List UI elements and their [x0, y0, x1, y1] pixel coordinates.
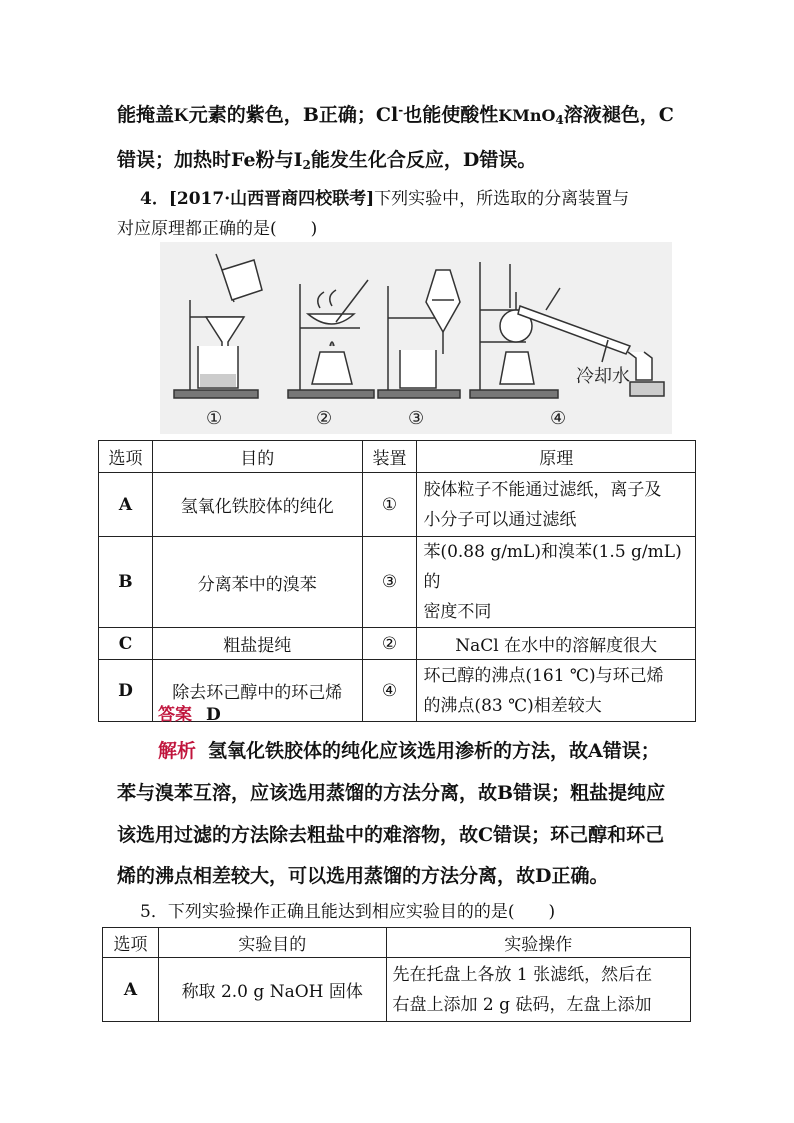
analysis-line-4: 烯的沸点相差较大，可以选用蒸馏的方法分离，故D正确。 — [117, 865, 609, 887]
device-cell: ④ — [362, 660, 417, 722]
purpose-cell: 除去环己醇中的环己烯 — [152, 660, 362, 722]
analysis-line-2: 苯与溴苯互溶，应该选用蒸馏的方法分离，故B错误；粗盐提纯应 — [117, 782, 666, 804]
question-4-stem: 4．[2017·山西晋商四校联考]下列实验中，所选取的分离装置与 — [140, 189, 630, 209]
option-cell: D — [99, 660, 153, 722]
separation-apparatus-figure — [160, 242, 672, 434]
header-device: 装置 — [362, 441, 417, 473]
principle-cell: 苯(0.88 g/mL)和溴苯(1.5 g/mL)的 密度不同 — [417, 537, 696, 628]
table-header-row — [99, 441, 696, 473]
header-principle: 原理 — [417, 441, 696, 473]
analysis-line-1: 解析 氢氧化铁胶体的纯化应该选用渗析的方法，故A错误； — [158, 740, 660, 762]
header-operation: 实验操作 — [386, 928, 690, 958]
operation-cell: 先在托盘上各放 1 张滤纸，然后在 右盘上添加 2 g 砝码，左盘上添加 — [386, 958, 690, 1022]
principle-cell: 环己醇的沸点(161 ℃)与环己烯 的沸点(83 ℃)相差较大 — [417, 660, 696, 722]
figure-label-1: ① — [206, 408, 223, 429]
option-cell: C — [99, 628, 153, 660]
table-row — [99, 628, 696, 660]
question-5-stem: 5．下列实验操作正确且能达到相应实验目的的是( ) — [140, 902, 556, 922]
device-cell: ② — [362, 628, 417, 660]
principle-cell: NaCl 在水中的溶解度很大 — [417, 628, 696, 660]
device-cell: ③ — [362, 537, 417, 628]
table-row — [103, 958, 691, 1022]
option-cell: A — [103, 958, 159, 1022]
answer-line — [158, 700, 221, 725]
figure-label-4: ④ — [550, 408, 567, 429]
answer-value: D — [206, 705, 221, 725]
purpose-cell: 分离苯中的溴苯 — [152, 537, 362, 628]
analysis-line-3: 该选用过滤的方法除去粗盐中的难溶物，故C错误；环己醇和环己 — [117, 824, 665, 846]
question-5-table — [102, 927, 691, 1022]
figure-label-2: ② — [316, 408, 333, 429]
header-option: 选项 — [99, 441, 153, 473]
table-row — [99, 537, 696, 628]
question-4-stem-2: 对应原理都正确的是( ) — [117, 219, 318, 239]
prev-analysis-line-1: 能掩盖K元素的紫色，B正确；Cl-也能使酸性KMnO$_4$溶液褪色，C — [117, 103, 674, 127]
answer-label: 答案 — [158, 705, 192, 725]
header-purpose: 实验目的 — [158, 928, 386, 958]
question-4-table — [98, 440, 696, 722]
purpose-cell: 氢氧化铁胶体的纯化 — [152, 473, 362, 537]
purpose-cell: 称取 2.0 g NaOH 固体 — [158, 958, 386, 1022]
prev-analysis-line-2: 错误；加热时Fe粉与$I_2$能发生化合反应，D错误。 — [117, 149, 537, 172]
option-cell: A — [99, 473, 153, 537]
figure-label-3: ③ — [408, 408, 425, 429]
principle-cell: 胶体粒子不能通过滤纸，离子及 小分子可以通过滤纸 — [417, 473, 696, 537]
cold-water-label: 冷却水 — [576, 366, 630, 387]
table-header-row — [103, 928, 691, 958]
option-cell: B — [99, 537, 153, 628]
header-purpose: 目的 — [152, 441, 362, 473]
header-option: 选项 — [103, 928, 159, 958]
device-cell: ① — [362, 473, 417, 537]
purpose-cell: 粗盐提纯 — [152, 628, 362, 660]
table-row — [99, 473, 696, 537]
